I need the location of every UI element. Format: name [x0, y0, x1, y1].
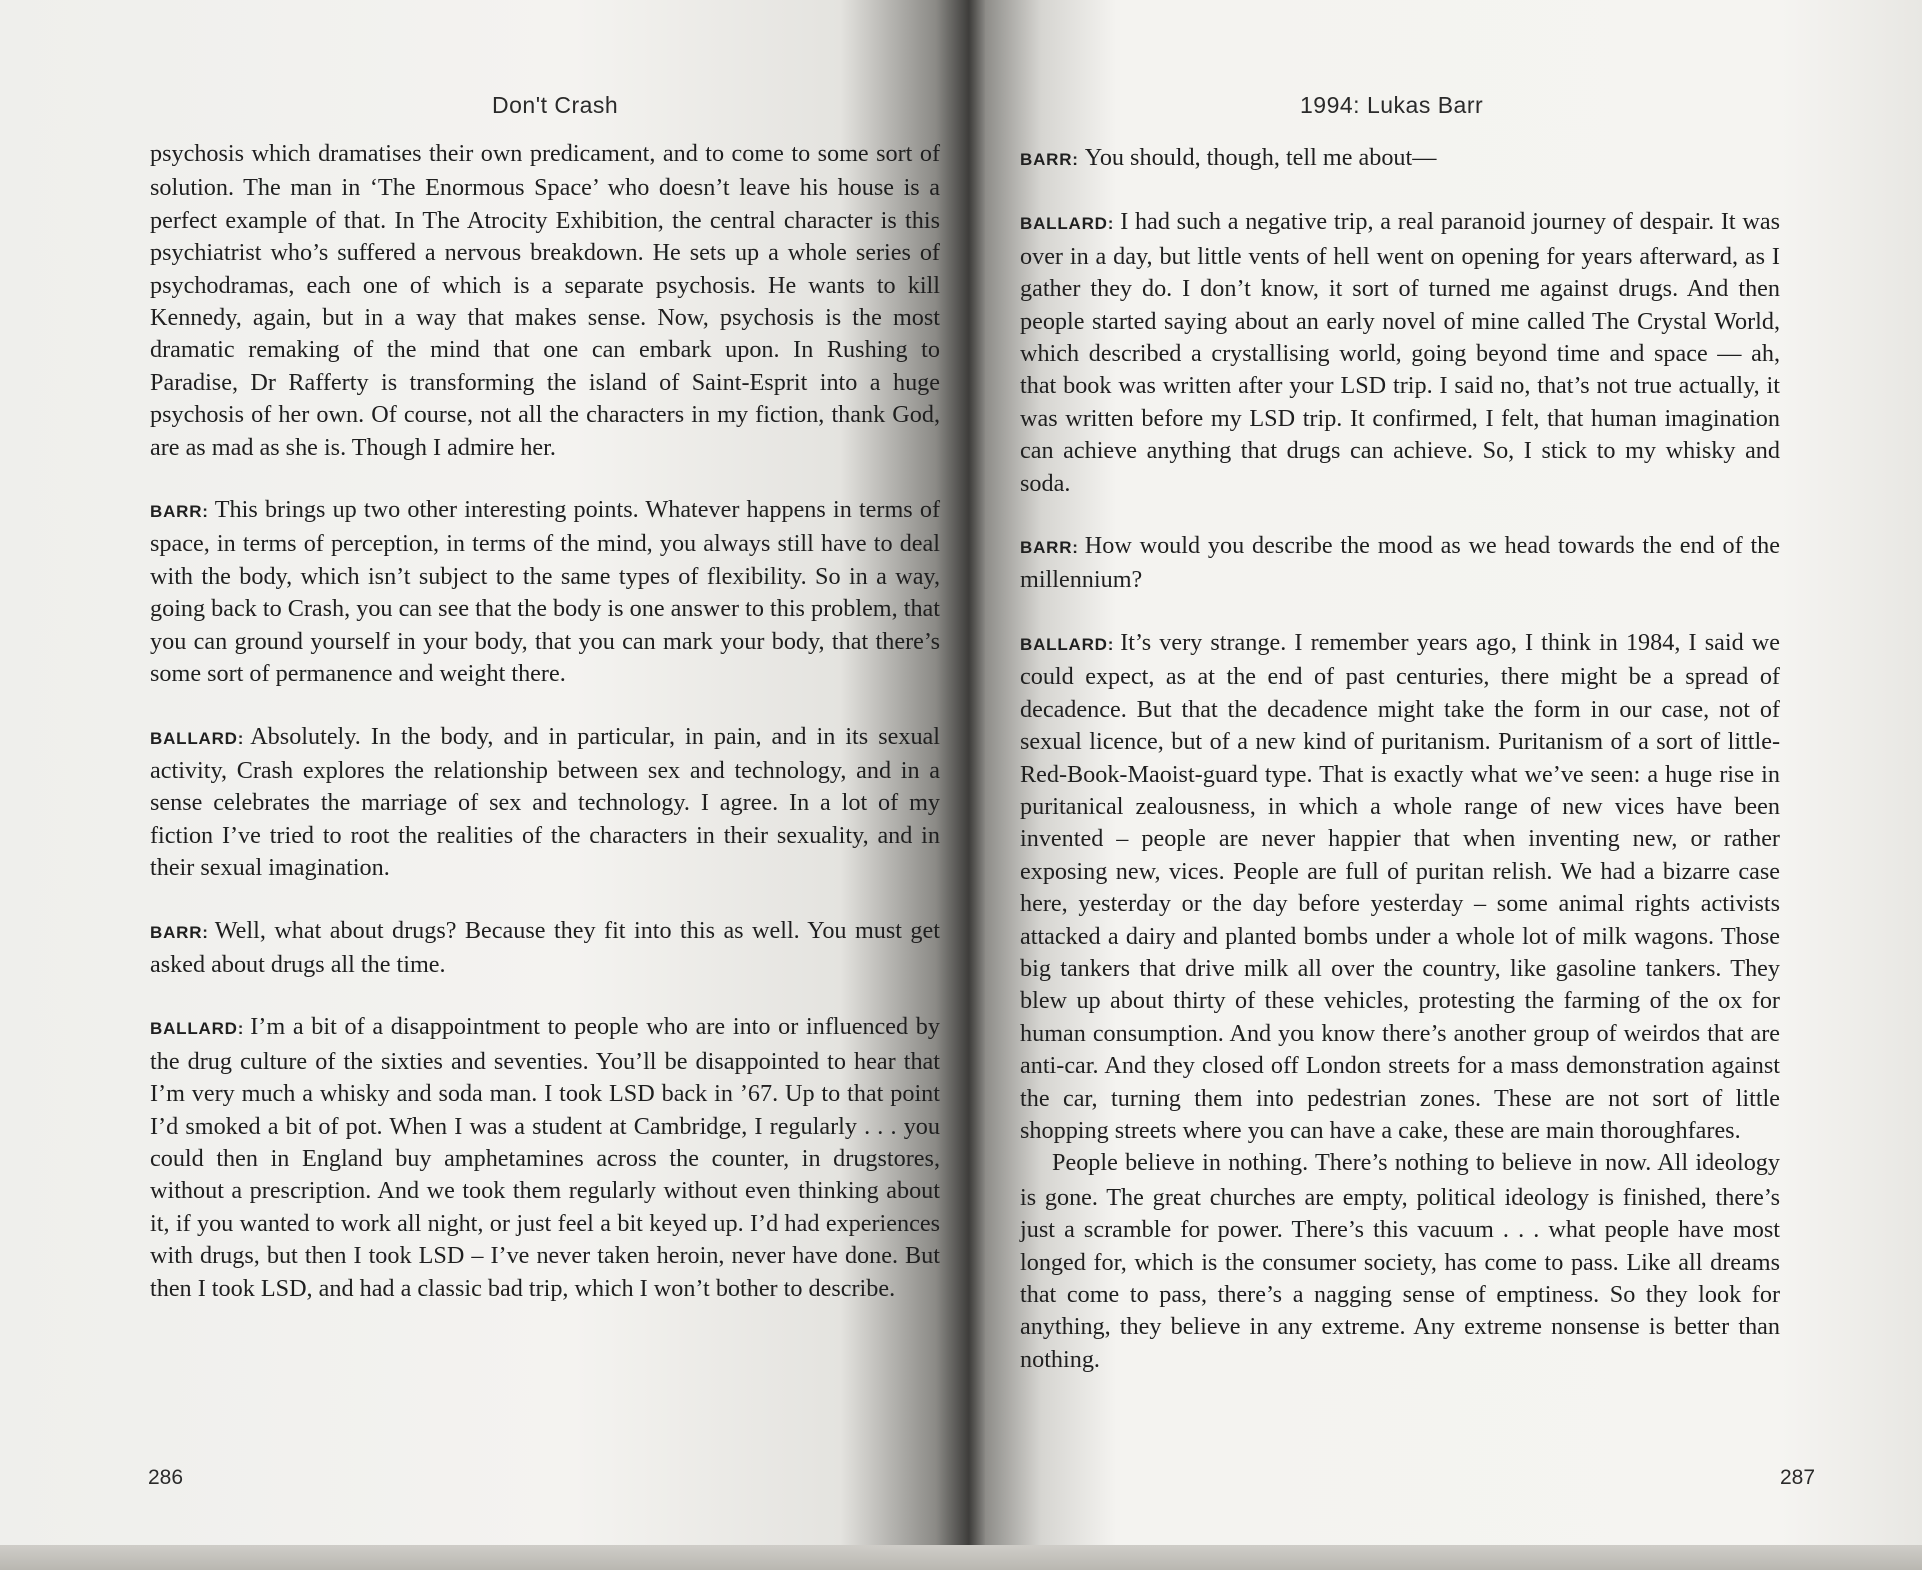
running-head-right: 1994: Lukas Barr	[1300, 92, 1484, 118]
running-head-left: Don't Crash	[492, 92, 619, 118]
speaker-label: BARR:	[1020, 538, 1079, 558]
paragraph	[1020, 530, 1780, 597]
paragraph-text: Well, what about drugs? Because they fit into this as well. You must get asked about drugs all the time.	[150, 916, 940, 978]
speaker-label: BARR:	[150, 502, 209, 522]
paragraph-text: You should, though, tell me about—	[1084, 144, 1437, 171]
paragraph-text: Absolutely. In the body, and in particular, in pain, and in its sexual activity, Crash explores the relationship between sex and technology, and in a sense celebrates the marriage of sex and technology. I agree. In a lot of my fiction I’ve tried to root the realities of the characters in their sexuality, and in their sexual imagination.	[150, 722, 940, 882]
paragraph	[1020, 142, 1780, 176]
paragraph	[150, 138, 940, 464]
paragraph	[1020, 627, 1780, 1148]
paragraph-text: People believe in nothing. There’s nothing to believe in now. All ideology is gone. The great churches are empty, political ideology is finished, there’s just a scramble for power. There’s this vacuum . . . what people have most longed for, which is the consumer society, has come to pass. Like all dreams that come to pass, there’s a nagging sense of emptiness. So they look for anything, they believe in any extreme. Any extreme nonsense is better than nothing.	[1020, 1149, 1780, 1373]
paragraph	[1020, 206, 1780, 500]
speaker-label: BALLARD:	[1020, 634, 1115, 654]
paragraph-text: It’s very strange. I remember years ago, I think in 1984, I said we could expect, as at the end of past centuries, there might be a spread of decadence. But that the decadence might take the form in our case, not of sexual licence, but of a new kind of puritanism. Puritanism of a sort of little-Red-Book-Maoist-guard type. That is exactly what we’ve seen: a huge rise in puritanical zealousness, in which a whole range of new vices have been invented – people are never happier that when inventing new, or rather exposing new, vices. People are full of puritan relish. We had a bizarre case here, yesterday or the day before yesterday – some animal rights activists attacked a dairy and planted bombs under a whole lot of milk wagons. Those big tankers that drive milk all over the country, like gasoline tankers. They blew up about thirty of these vehicles, protesting the farming of the ox for human consumption. And you know there’s another group of weirdos that are anti-car. And they closed off London streets for a mass demonstration against the car, turning them into pedestrian zones. These are not sort of little shopping streets where you can have a cake, these are main thoroughfares.	[1020, 628, 1780, 1144]
page-number-left: 286	[148, 1466, 184, 1489]
paragraph	[150, 494, 940, 690]
speaker-label: BARR:	[150, 922, 209, 942]
right-page-body	[1020, 142, 1780, 1406]
paragraph-text: How would you describe the mood as we head towards the end of the millennium?	[1020, 532, 1780, 594]
right-page	[985, 0, 1922, 1550]
left-page-body	[150, 138, 940, 1335]
paragraph-text: This brings up two other interesting points. Whatever happens in terms of space, in terms of perception, in terms of the mind, you always still have to deal with the body, which isn’t subject to the same types of flexibility. So in a way, going back to Crash, you can see that the body is one answer to this problem, that you can ground yourself in your body, that you can mark your body, that there’s some sort of permanence and weight there.	[150, 496, 940, 688]
page-number-right: 287	[1780, 1466, 1816, 1489]
paragraph-text: I’m a bit of a disappointment to people who are into or influenced by the drug culture of the sixties and seventies. You’ll be disappointed to hear that I’m very much a whisky and soda man. I took LSD back in ’67. Up to that point I’d smoked a bit of pot. When I was a student at Cambridge, I regularly . . . you could then in England buy amphetamines across the counter, in drugstores, without a prescription. And we took them regularly without even thinking about it, if you wanted to work all night, or just feel a bit keyed up. I’d had experiences with drugs, but then I took LSD – I’ve never taken heroin, never have done. But then I took LSD, and had a classic bad trip, which I won’t bother to describe.	[150, 1013, 940, 1302]
speaker-label: BALLARD:	[150, 1019, 245, 1039]
paragraph	[150, 721, 940, 885]
paragraph-text: I had such a negative trip, a real paranoid journey of despair. It was over in a day, but little vents of hell went on opening for years afterward, as I gather they do. I don’t know, it sort of turned me against drugs. And then people started saying about an early novel of mine called The Crystal World, which described a crystallising world, going beyond time and space — ah, that book was written after your LSD trip. I said no, that’s not true actually, it was written before my LSD trip. It confirmed, I felt, that human imagination can achieve anything that drugs can achieve. So, I stick to my whisky and soda.	[1020, 208, 1780, 497]
left-page	[0, 0, 955, 1550]
paragraph-text: psychosis which dramatises their own predicament, and to come to some sort of solution. The man in ‘The Enormous Space’ who doesn’t leave his house is a perfect example of that. In The Atrocity Exhibition, the central character is this psychiatrist who’s suffered a nervous breakdown. He sets up a whole series of psychodramas, each one of which is a separate psychosis. He wants to kill Kennedy, again, but in a way that makes sense. Now, psychosis is the most dramatic remaking of the mind that one can embark upon. In Rushing to Paradise, Dr Rafferty is transforming the island of Saint-Esprit into a huge psychosis of her own. Of course, not all the characters in my fiction, thank God, are as mad as she is. Though I admire her.	[150, 140, 940, 461]
speaker-label: BALLARD:	[1020, 214, 1115, 234]
speaker-label: BARR:	[1020, 150, 1079, 169]
paragraph	[1020, 1147, 1780, 1376]
speaker-label: BALLARD:	[150, 728, 245, 748]
paragraph	[150, 915, 940, 982]
page-bottom-edge	[0, 1545, 1922, 1570]
paragraph	[150, 1011, 940, 1305]
